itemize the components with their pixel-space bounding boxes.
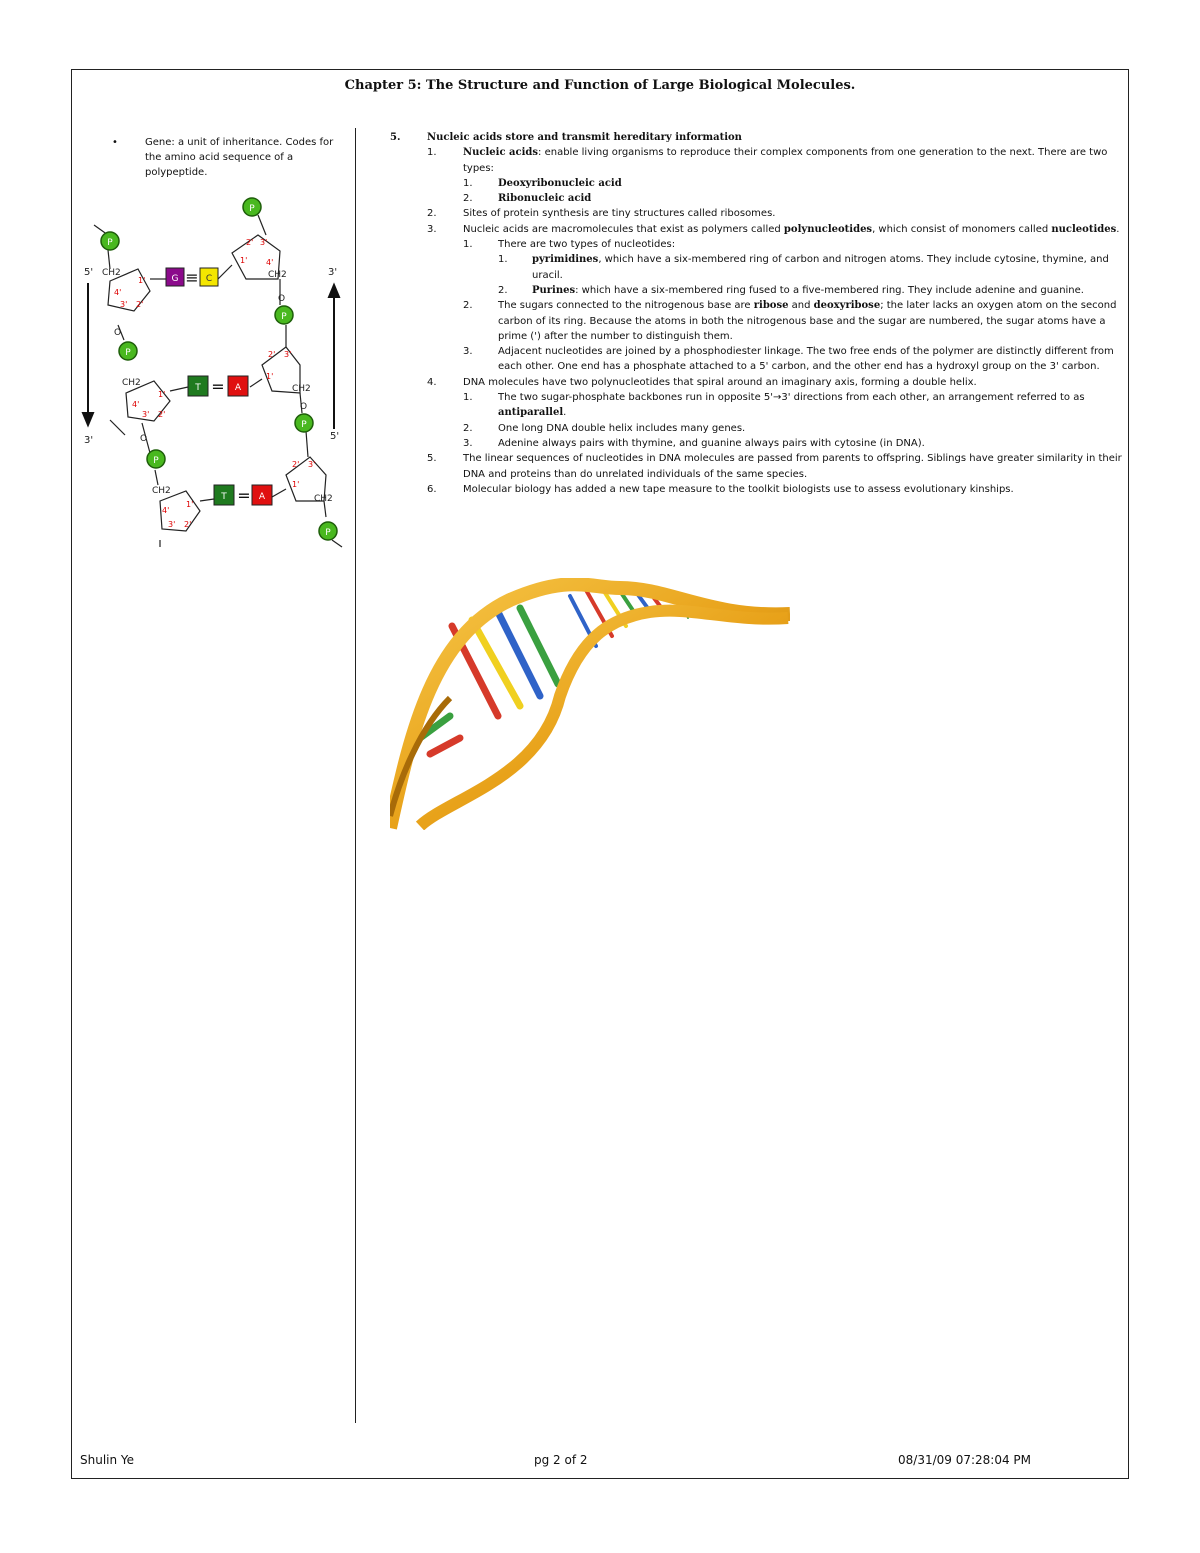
base-pair-3	[214, 485, 272, 505]
phosphate-label: P	[107, 238, 113, 248]
svg-text:3': 3'	[284, 350, 292, 359]
footer-page-number: pg 2 of 2	[534, 1453, 588, 1467]
phosphate-label: P	[125, 348, 131, 358]
down-arrow-icon	[83, 283, 93, 425]
list-item: 4. DNA molecules have two polynucleotides that spiral around an imaginary axis, forming a double helix.	[427, 376, 977, 388]
base-pair-2	[188, 376, 248, 396]
list-item: 2. The sugars connected to the nitrogenous base are ribose and deoxyribose; the later lacks an oxygen atom on the second carbon of its ring. Because the atoms in both the nitrogenous base and the sugar are numbered, the sugar atoms have a prime (') after the number to distinguish them.	[463, 300, 1117, 342]
svg-text:2': 2'	[136, 300, 144, 309]
base-label: G	[171, 274, 179, 284]
base-pair-1	[166, 268, 218, 287]
three-prime-label: 3'	[328, 267, 338, 278]
base-label: A	[258, 492, 266, 502]
up-arrow-icon	[329, 285, 339, 429]
list-item: 1. The two sugar-phosphate backbones run in opposite 5'→3' directions from each other, an arrangement referred to as antiparallel.	[463, 392, 1085, 419]
section-heading	[390, 130, 1130, 145]
base-label: T	[221, 492, 227, 502]
five-prime-label: 5'	[330, 431, 340, 442]
svg-text:1': 1'	[292, 480, 300, 489]
list-item: 5. The linear sequences of nucleotides in DNA molecules are passed from parents to offspring. Siblings have greater similarity in their DNA and proteins than do unrelated individuals of the same species.	[427, 453, 1122, 480]
list-item: 2. Ribonucleic acid	[463, 193, 592, 205]
svg-text:3': 3'	[168, 520, 176, 529]
oxygen-label: O	[300, 402, 308, 412]
section-number: 5.	[390, 132, 401, 143]
svg-text:3': 3'	[120, 300, 128, 309]
gene-term: Gene	[145, 137, 172, 148]
svg-text:1': 1'	[158, 390, 166, 399]
list-item: 3. Adjacent nucleotides are joined by a phosphodiester linkage. The two free ends of the polymer are distinctly different from each other. One end has a phosphate attached to a 5' carbon, and the other end has a hydroxyl group on the 3' carbon.	[463, 346, 1114, 373]
section-title: Nucleic acids store and transmit hereditary information	[427, 132, 742, 143]
svg-text:3': 3'	[260, 238, 268, 247]
gene-definition-text	[145, 135, 342, 180]
base-label: T	[195, 383, 201, 393]
list-item: 2. Sites of protein synthesis are tiny structures called ribosomes.	[427, 208, 776, 220]
term: Nucleic acids	[463, 147, 539, 159]
svg-text:1': 1'	[266, 372, 274, 381]
ch2-label: CH2	[268, 270, 287, 280]
bond-label: =	[237, 486, 251, 505]
svg-text:2': 2'	[158, 410, 166, 419]
footer-author: Shulin Ye	[80, 1453, 135, 1467]
three-prime-label: 3'	[84, 435, 94, 446]
gene-definition-body: : a unit of inheritance. Codes for the amino acid sequence of a polypeptide.	[145, 137, 334, 178]
svg-text:4': 4'	[162, 506, 170, 515]
svg-text:3': 3'	[308, 460, 316, 469]
list-item: 3. Nucleic acids are macromolecules that exist as polymers called polynucleotides, which consist of monomers called nucleotides.	[427, 223, 1120, 235]
page-title: Chapter 5: The Structure and Function of Large Biological Molecules.	[344, 78, 856, 93]
ch2-label: CH2	[314, 494, 333, 504]
list-item: 1. pyrimidines, which have a six-membered ring of carbon and nitrogen atoms. They include cytosine, thymine, and uracil.	[498, 254, 1109, 281]
bond-label: =	[211, 377, 225, 396]
svg-text:2': 2'	[184, 520, 192, 529]
list-item: 1. Deoxyribonucleic acid	[463, 177, 622, 189]
base-label: C	[205, 274, 213, 284]
footer-timestamp: 08/31/09 07:28:04 PM	[898, 1453, 1032, 1467]
bond-label: ≡	[185, 268, 199, 287]
bullet: •	[112, 137, 118, 148]
list-item: 3. Adenine always pairs with thymine, and guanine always pairs with cytosine (in DNA).	[463, 437, 925, 449]
dna-helix-image	[390, 578, 790, 830]
svg-text:2': 2'	[246, 238, 254, 247]
ch2-label: CH2	[292, 384, 311, 394]
ch2-label: CH2	[152, 486, 171, 496]
oxygen-label: O	[278, 294, 286, 304]
oxygen-label: O	[114, 328, 122, 338]
list-item: 2. Purines: which have a six-membered ring fused to a five-membered ring. They include adenine and guanine.	[498, 284, 1084, 296]
dna-structure-diagram	[80, 195, 350, 550]
svg-text:4': 4'	[266, 258, 274, 267]
oxygen-label: O	[140, 434, 148, 444]
phosphate-label: P	[281, 312, 287, 322]
five-prime-label: 5'	[84, 267, 94, 278]
svg-text:1': 1'	[240, 256, 248, 265]
gene-definition	[112, 135, 342, 180]
list-item: 1. There are two types of nucleotides:	[463, 239, 676, 251]
svg-text:2': 2'	[268, 350, 276, 359]
phosphate-label: P	[153, 456, 159, 466]
list-item: 1. Nucleic acids: enable living organisms to reproduce their complex components from one generation to the next. There are two types:	[427, 147, 1108, 174]
phosphate-label: P	[325, 528, 331, 538]
base-label: A	[234, 383, 242, 393]
phosphate-label: P	[301, 420, 307, 430]
column-divider	[355, 128, 356, 1423]
svg-text:2': 2'	[292, 460, 300, 469]
svg-text:1': 1'	[138, 276, 146, 285]
list-item: 6. Molecular biology has added a new tape measure to the toolkit biologists use to assess evolutionary kinships.	[427, 483, 1014, 495]
svg-text:4': 4'	[114, 288, 122, 297]
list-item: 2. One long DNA double helix includes many genes.	[463, 422, 746, 434]
ch2-label: CH2	[102, 268, 121, 278]
svg-text:3': 3'	[142, 410, 150, 419]
phosphate-label: P	[249, 204, 255, 214]
ch2-label: CH2	[122, 378, 141, 388]
outline	[390, 130, 1130, 497]
svg-text:1': 1'	[186, 500, 194, 509]
svg-text:4': 4'	[132, 400, 140, 409]
